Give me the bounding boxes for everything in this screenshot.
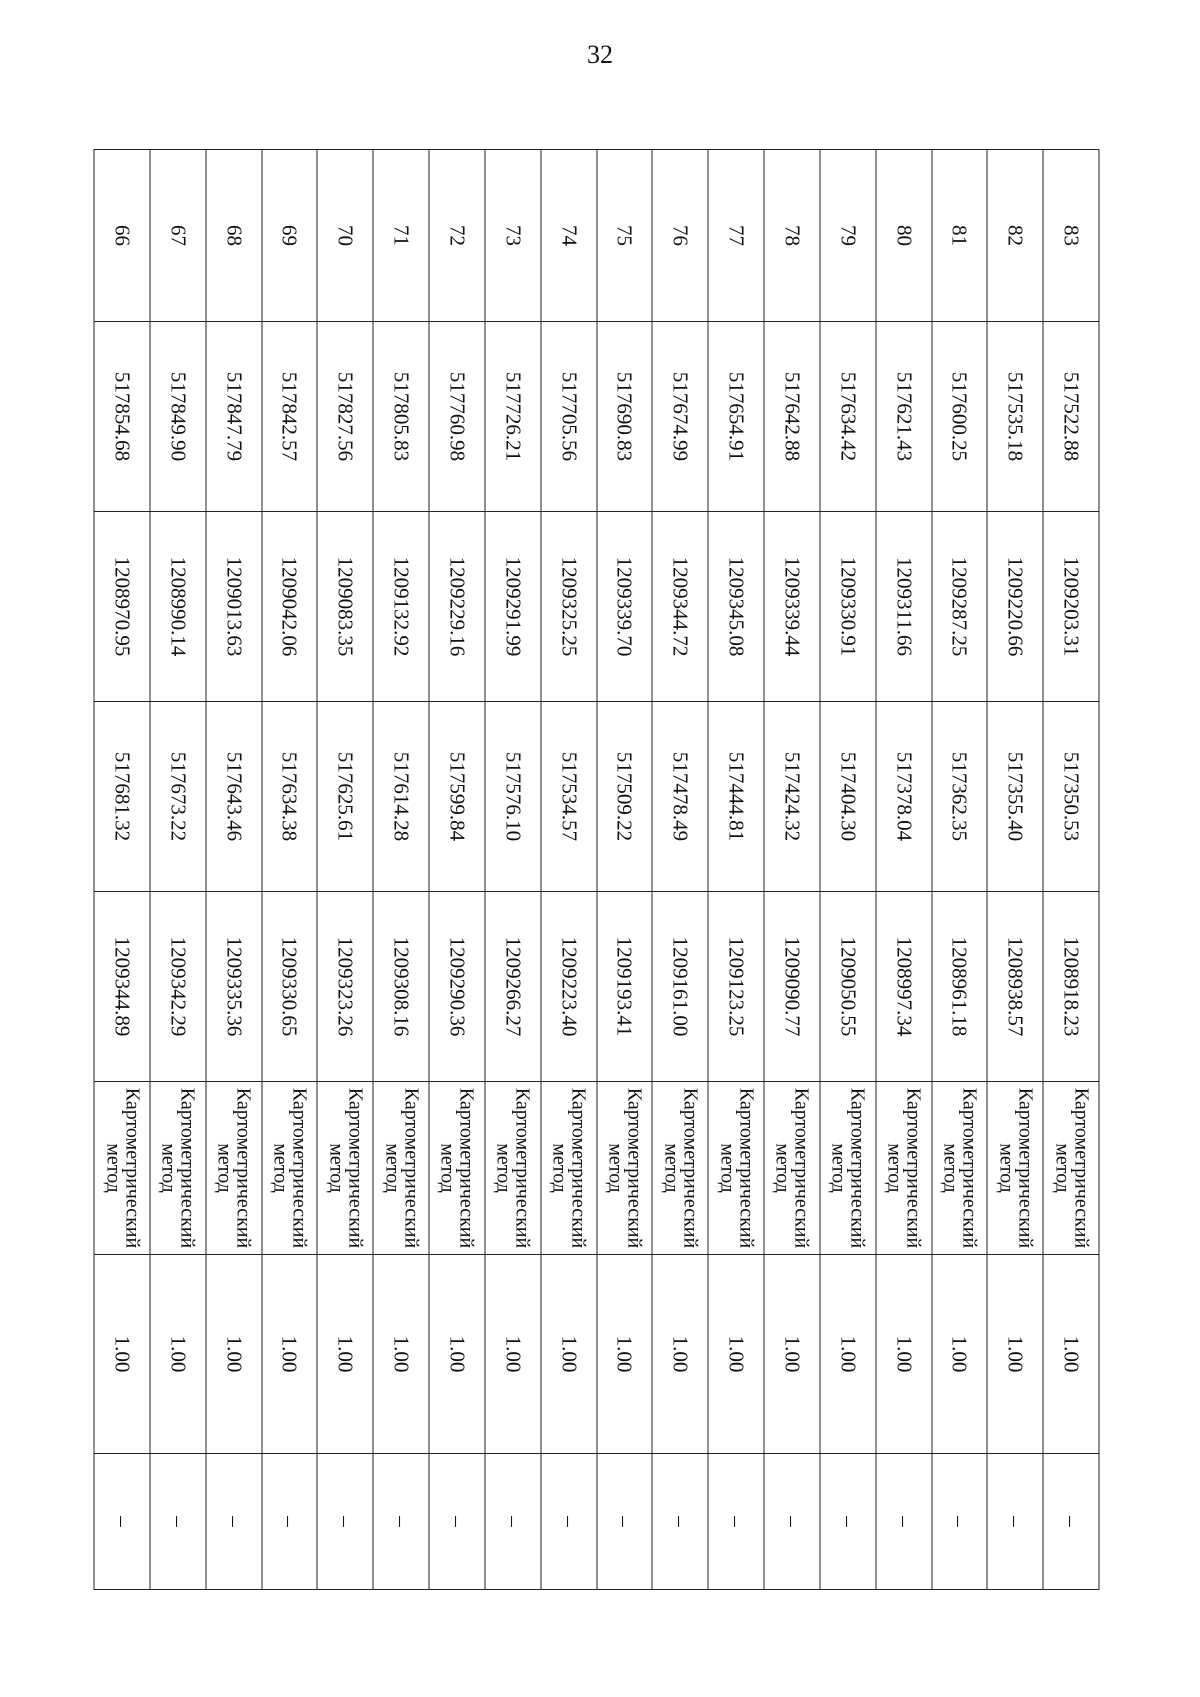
y-coordinate-cell: 1209339.70 [597, 512, 653, 702]
y-coordinate-2-cell: 1208918.23 [1043, 892, 1099, 1082]
x-coordinate-cell: 517827.56 [317, 322, 373, 512]
x-coordinate-cell: 517674.99 [652, 322, 708, 512]
y-coordinate-2-cell: 1209090.77 [764, 892, 820, 1082]
method-cell: Картометрический метод [932, 1082, 988, 1255]
x-coordinate-cell: 517522.88 [1043, 322, 1099, 512]
x-coordinate-2-cell: 517534.57 [541, 702, 597, 892]
point-number-cell: 82 [987, 150, 1043, 322]
y-coordinate-2-cell: 1209123.25 [708, 892, 764, 1082]
description-cell: – [652, 1454, 708, 1590]
table-row [708, 150, 764, 1590]
y-coordinate-cell: 1209330.91 [820, 512, 876, 702]
x-coordinate-cell: 517535.18 [987, 322, 1043, 512]
table-row [932, 150, 988, 1590]
y-coordinate-cell: 1209229.16 [429, 512, 485, 702]
description-cell: – [597, 1454, 653, 1590]
y-coordinate-2-cell: 1209050.55 [820, 892, 876, 1082]
table-row [150, 150, 206, 1590]
y-coordinate-2-cell: 1209290.36 [429, 892, 485, 1082]
x-coordinate-2-cell: 517444.81 [708, 702, 764, 892]
x-coordinate-cell: 517690.83 [597, 322, 653, 512]
y-coordinate-2-cell: 1209161.00 [652, 892, 708, 1082]
x-coordinate-2-cell: 517681.32 [94, 702, 150, 892]
x-coordinate-cell: 517621.43 [876, 322, 932, 512]
table-row [764, 150, 820, 1590]
accuracy-cell: 1.00 [317, 1255, 373, 1454]
point-number-cell: 83 [1043, 150, 1099, 322]
table-row [317, 150, 373, 1590]
description-cell: – [764, 1454, 820, 1590]
y-coordinate-2-cell: 1209308.16 [373, 892, 429, 1082]
y-coordinate-cell: 1209325.25 [541, 512, 597, 702]
table-row [987, 150, 1043, 1590]
method-cell: Картометрический метод [150, 1082, 206, 1255]
x-coordinate-cell: 517760.98 [429, 322, 485, 512]
y-coordinate-cell: 1208990.14 [150, 512, 206, 702]
accuracy-cell: 1.00 [485, 1255, 541, 1454]
description-cell: – [262, 1454, 318, 1590]
y-coordinate-2-cell: 1208997.34 [876, 892, 932, 1082]
x-coordinate-cell: 517642.88 [764, 322, 820, 512]
x-coordinate-2-cell: 517509.22 [597, 702, 653, 892]
method-cell: Картометрический метод [764, 1082, 820, 1255]
y-coordinate-cell: 1209042.06 [262, 512, 318, 702]
method-cell: Картометрический метод [373, 1082, 429, 1255]
y-coordinate-cell: 1209220.66 [987, 512, 1043, 702]
table-row [1043, 150, 1099, 1590]
description-cell: – [317, 1454, 373, 1590]
y-coordinate-cell: 1209132.92 [373, 512, 429, 702]
y-coordinate-cell: 1209339.44 [764, 512, 820, 702]
point-number-cell: 69 [262, 150, 318, 322]
y-coordinate-cell: 1209344.72 [652, 512, 708, 702]
description-cell: – [94, 1454, 150, 1590]
accuracy-cell: 1.00 [94, 1255, 150, 1454]
point-number-cell: 70 [317, 150, 373, 322]
y-coordinate-2-cell: 1209335.36 [206, 892, 262, 1082]
accuracy-cell: 1.00 [987, 1255, 1043, 1454]
point-number-cell: 72 [429, 150, 485, 322]
method-cell: Картометрический метод [429, 1082, 485, 1255]
table-row [429, 150, 485, 1590]
x-coordinate-2-cell: 517355.40 [987, 702, 1043, 892]
y-coordinate-cell: 1209291.99 [485, 512, 541, 702]
table-row [876, 150, 932, 1590]
y-coordinate-2-cell: 1209266.27 [485, 892, 541, 1082]
accuracy-cell: 1.00 [206, 1255, 262, 1454]
point-number-cell: 67 [150, 150, 206, 322]
y-coordinate-cell: 1208970.95 [94, 512, 150, 702]
point-number-cell: 79 [820, 150, 876, 322]
table-row [94, 150, 150, 1590]
accuracy-cell: 1.00 [373, 1255, 429, 1454]
description-cell: – [206, 1454, 262, 1590]
method-cell: Картометрический метод [987, 1082, 1043, 1255]
point-number-cell: 76 [652, 150, 708, 322]
x-coordinate-cell: 517842.57 [262, 322, 318, 512]
point-number-cell: 68 [206, 150, 262, 322]
x-coordinate-2-cell: 517625.61 [317, 702, 373, 892]
x-coordinate-2-cell: 517643.46 [206, 702, 262, 892]
y-coordinate-2-cell: 1209330.65 [262, 892, 318, 1082]
x-coordinate-cell: 517726.21 [485, 322, 541, 512]
point-number-cell: 81 [932, 150, 988, 322]
description-cell: – [429, 1454, 485, 1590]
description-cell: – [485, 1454, 541, 1590]
method-cell: Картометрический метод [820, 1082, 876, 1255]
x-coordinate-cell: 517600.25 [932, 322, 988, 512]
x-coordinate-2-cell: 517478.49 [652, 702, 708, 892]
x-coordinate-cell: 517705.56 [541, 322, 597, 512]
y-coordinate-cell: 1209311.66 [876, 512, 932, 702]
accuracy-cell: 1.00 [1043, 1255, 1099, 1454]
point-number-cell: 74 [541, 150, 597, 322]
x-coordinate-2-cell: 517378.04 [876, 702, 932, 892]
description-cell: – [820, 1454, 876, 1590]
accuracy-cell: 1.00 [652, 1255, 708, 1454]
point-number-cell: 66 [94, 150, 150, 322]
description-cell: – [1043, 1454, 1099, 1590]
y-coordinate-cell: 1209287.25 [932, 512, 988, 702]
y-coordinate-2-cell: 1209193.41 [597, 892, 653, 1082]
description-cell: – [876, 1454, 932, 1590]
x-coordinate-2-cell: 517424.32 [764, 702, 820, 892]
coordinates-table-container [95, 149, 1100, 1589]
y-coordinate-cell: 1209345.08 [708, 512, 764, 702]
x-coordinate-cell: 517634.42 [820, 322, 876, 512]
method-cell: Картометрический метод [708, 1082, 764, 1255]
y-coordinate-2-cell: 1208938.57 [987, 892, 1043, 1082]
description-cell: – [373, 1454, 429, 1590]
description-cell: – [987, 1454, 1043, 1590]
y-coordinate-2-cell: 1209344.89 [94, 892, 150, 1082]
x-coordinate-2-cell: 517362.35 [932, 702, 988, 892]
method-cell: Картометрический метод [206, 1082, 262, 1255]
point-number-cell: 73 [485, 150, 541, 322]
point-number-cell: 71 [373, 150, 429, 322]
x-coordinate-cell: 517849.90 [150, 322, 206, 512]
x-coordinate-2-cell: 517576.10 [485, 702, 541, 892]
x-coordinate-cell: 517854.68 [94, 322, 150, 512]
y-coordinate-2-cell: 1209323.26 [317, 892, 373, 1082]
accuracy-cell: 1.00 [820, 1255, 876, 1454]
method-cell: Картометрический метод [597, 1082, 653, 1255]
point-number-cell: 75 [597, 150, 653, 322]
x-coordinate-cell: 517805.83 [373, 322, 429, 512]
x-coordinate-2-cell: 517673.22 [150, 702, 206, 892]
method-cell: Картометрический метод [652, 1082, 708, 1255]
point-number-cell: 77 [708, 150, 764, 322]
table-row [652, 150, 708, 1590]
x-coordinate-cell: 517847.79 [206, 322, 262, 512]
table-row [541, 150, 597, 1590]
coordinates-table-body [94, 150, 1099, 1590]
x-coordinate-2-cell: 517404.30 [820, 702, 876, 892]
description-cell: – [932, 1454, 988, 1590]
accuracy-cell: 1.00 [764, 1255, 820, 1454]
method-cell: Картометрический метод [541, 1082, 597, 1255]
y-coordinate-2-cell: 1209342.29 [150, 892, 206, 1082]
method-cell: Картометрический метод [485, 1082, 541, 1255]
x-coordinate-2-cell: 517350.53 [1043, 702, 1099, 892]
method-cell: Картометрический метод [1043, 1082, 1099, 1255]
y-coordinate-2-cell: 1209223.40 [541, 892, 597, 1082]
accuracy-cell: 1.00 [708, 1255, 764, 1454]
y-coordinate-cell: 1209013.63 [206, 512, 262, 702]
accuracy-cell: 1.00 [541, 1255, 597, 1454]
x-coordinate-2-cell: 517614.28 [373, 702, 429, 892]
description-cell: – [150, 1454, 206, 1590]
y-coordinate-2-cell: 1208961.18 [932, 892, 988, 1082]
page-number: 32 [587, 40, 613, 69]
accuracy-cell: 1.00 [429, 1255, 485, 1454]
x-coordinate-cell: 517654.91 [708, 322, 764, 512]
table-row [262, 150, 318, 1590]
table-row [485, 150, 541, 1590]
method-cell: Картометрический метод [876, 1082, 932, 1255]
method-cell: Картометрический метод [262, 1082, 318, 1255]
accuracy-cell: 1.00 [150, 1255, 206, 1454]
y-coordinate-cell: 1209203.31 [1043, 512, 1099, 702]
point-number-cell: 78 [764, 150, 820, 322]
accuracy-cell: 1.00 [597, 1255, 653, 1454]
description-cell: – [708, 1454, 764, 1590]
method-cell: Картометрический метод [94, 1082, 150, 1255]
accuracy-cell: 1.00 [932, 1255, 988, 1454]
method-cell: Картометрический метод [317, 1082, 373, 1255]
table-row [820, 150, 876, 1590]
table-row [206, 150, 262, 1590]
table-row [597, 150, 653, 1590]
x-coordinate-2-cell: 517599.84 [429, 702, 485, 892]
table-row [373, 150, 429, 1590]
accuracy-cell: 1.00 [876, 1255, 932, 1454]
description-cell: – [541, 1454, 597, 1590]
x-coordinate-2-cell: 517634.38 [262, 702, 318, 892]
accuracy-cell: 1.00 [262, 1255, 318, 1454]
y-coordinate-cell: 1209083.35 [317, 512, 373, 702]
coordinates-table [94, 149, 1100, 1590]
point-number-cell: 80 [876, 150, 932, 322]
